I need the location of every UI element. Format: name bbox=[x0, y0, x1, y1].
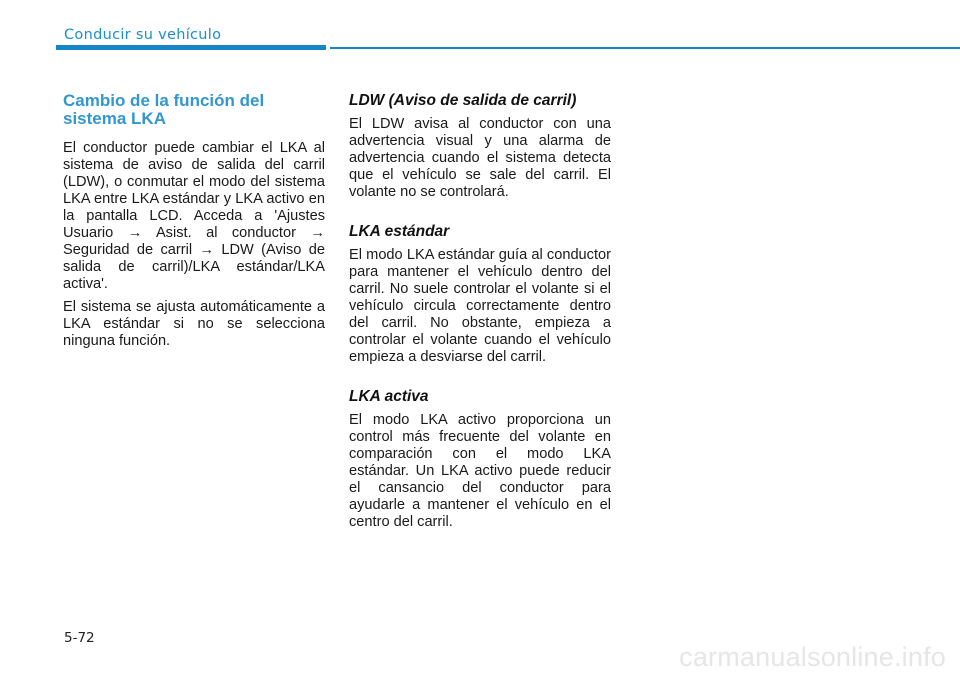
right-column bbox=[349, 92, 611, 537]
lka-standard-paragraph: El modo LKA estándar guía al conductor para mantener el vehículo dentro del carril. No suele controlar el volante si el vehículo circula correctamente dentro del carril. No obstante, empieza a controlar el volante cuando el vehículo empieza a desviarse del carril. bbox=[349, 247, 611, 365]
lka-standard-heading: LKA estándar bbox=[349, 223, 450, 240]
lka-function-change-heading: Cambio de la función del sistema LKA bbox=[63, 91, 265, 128]
ldw-heading: LDW (Aviso de salida de carril) bbox=[349, 92, 577, 109]
watermark: carmanualsonline.info bbox=[679, 642, 946, 672]
left-column bbox=[63, 92, 325, 356]
section-header-title: Conducir su vehículo bbox=[64, 27, 222, 43]
page-number: 5-72 bbox=[64, 630, 95, 646]
lka-default-paragraph: El sistema se ajusta automáticamente a LKA estándar si no se selecciona ninguna función. bbox=[63, 299, 325, 349]
header-rule-thin bbox=[330, 47, 960, 49]
header-rule-thick bbox=[56, 45, 326, 50]
lka-active-heading: LKA activa bbox=[349, 388, 429, 405]
lka-change-paragraph: El conductor puede cambiar el LKA al sistema de aviso de salida del carril (LDW), o conmutar el modo del sistema LKA entre LKA estándar y LKA activo en la pantalla LCD. Acceda a 'Ajustes Usuario → Asist. al conductor → Seguridad de carril → LDW (Aviso de salida de carril)/LKA estándar/LKA activa'. bbox=[63, 140, 325, 292]
ldw-paragraph: El LDW avisa al conductor con una advertencia visual y una alarma de advertencia cuando el sistema detecta que el vehículo se sale del carril. El volante no se controlará. bbox=[349, 116, 611, 200]
lka-active-paragraph: El modo LKA activo proporciona un control más frecuente del volante en comparación con el modo LKA estándar. Un LKA activo puede reducir el cansancio del conductor para ayudarle a mantener el vehículo en el centro del carril. bbox=[349, 412, 611, 530]
